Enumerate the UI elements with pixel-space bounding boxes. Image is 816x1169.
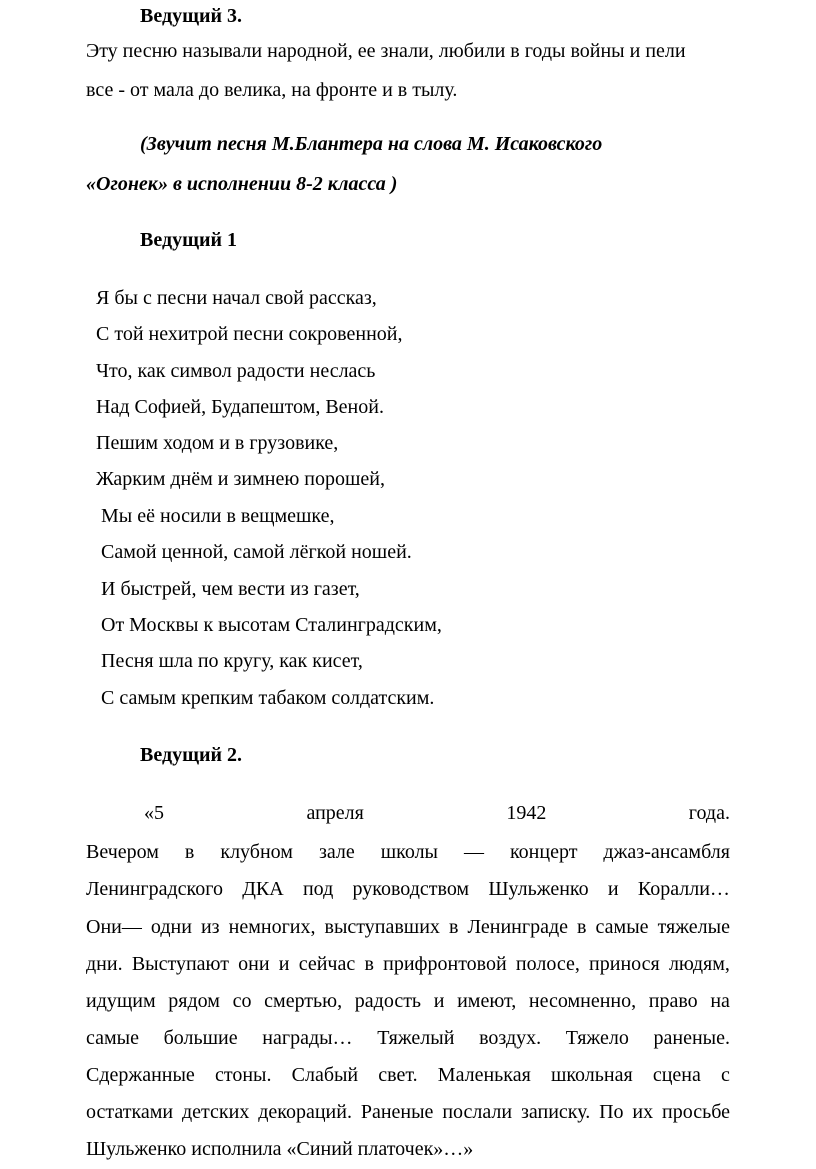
prose-line [86,989,730,1013]
prose-word: школьная [550,1064,633,1086]
prose-word: под [302,878,334,900]
prose-word: сцена [652,1064,701,1086]
prose-word: руководством [352,878,470,900]
poem-line: Песня шла по кругу, как кисет, [101,650,363,672]
prose-word: награды… [262,1027,353,1049]
poem-line: Я бы с песни начал свой рассказ, [96,287,377,309]
prose-word: Тяжелый [377,1027,455,1049]
prose-word: апреля [306,802,364,824]
prose-word: принося [589,953,660,975]
prose-line [86,915,730,939]
prose-word: Раненые [360,1101,434,1123]
poem-line: И быстрей, чем вести из газет, [101,578,360,600]
prose-word: свет. [378,1064,418,1086]
prose-word: клубном [220,841,293,863]
prose-word: и [433,990,445,1012]
prose-word: Ленинграде [467,916,568,938]
prose-word: По [599,1101,624,1123]
prose-word: Вечером [86,841,159,863]
prose-word: «5 [144,802,164,824]
prose-word: на [710,990,730,1012]
speaker-heading-3: Ведущий 3. [140,5,243,27]
prose-word: Слабый [291,1064,359,1086]
prose-line [86,952,730,976]
poem-line: С той нехитрой песни сокровенной, [96,323,403,345]
prose-word: со [232,990,252,1012]
prose-word: с [721,1064,730,1086]
poem-line: Пешим ходом и в грузовике, [96,432,339,454]
prose-word: в [577,916,587,938]
poem-line: От Москвы к высотам Сталинградским, [101,614,442,636]
prose-word: право [648,990,698,1012]
prose-word: несомненно, [528,990,637,1012]
prose-word: Тяжело [565,1027,629,1049]
prose-word: идущим [86,990,156,1012]
prose-word: в [448,916,459,938]
prose-word: школы [380,841,438,863]
poem-line: Над Софией, Будапештом, Веной. [96,396,384,418]
prose-word: одни [150,916,192,938]
poem-line: Жарким днём и зимнею порошей, [96,468,385,490]
prose-word: и [278,953,290,975]
prose-word: джаз-ансамбля [603,841,730,863]
prose-word: сейчас [298,953,356,975]
prose-word: Ленинградского [86,878,223,900]
poem-line: Мы её носили в вещмешке, [101,505,335,527]
poem-line: Самой ценной, самой лёгкой ношей. [101,541,412,563]
prose-word: Они— [86,916,142,938]
poem-line: С самым крепким табаком солдатским. [101,687,435,709]
prose-last-line: Шульженко исполнила «Синий платочек»…» [86,1138,474,1160]
prose-word: из [200,916,220,938]
prose-word: 1942 [506,802,547,824]
prose-line [86,1100,730,1124]
prose-line [86,877,730,901]
prose-line [144,801,730,825]
stage-direction-line-1: (Звучит песня М.Блантера на слова М. Исаковского [140,133,603,155]
prose-word: раненые. [653,1027,730,1049]
prose-word: тяжелые [657,916,730,938]
prose-word: дни. [86,953,123,975]
prose-word: в [184,841,195,863]
prose-word: года. [688,802,730,824]
stage-direction-line-2: «Огонек» в исполнении 8-2 класса ) [86,173,398,195]
intro-line-2: все - от мала до велика, на фронте и в тылу. [86,79,458,101]
prose-word: радость [354,990,422,1012]
prose-word: Коралли… [637,878,730,900]
prose-word: записку. [520,1101,591,1123]
prose-word: Сдержанные [86,1064,195,1086]
prose-word: декораций. [258,1101,352,1123]
prose-word: самые [86,1027,139,1049]
prose-word: выступавших [324,916,440,938]
prose-word: стоны. [214,1064,272,1086]
prose-word: детских [181,1101,250,1123]
prose-word: остатками [86,1101,174,1123]
prose-word: людям, [668,953,730,975]
prose-word: — [463,841,484,863]
prose-word: зале [318,841,355,863]
prose-word: послали [442,1101,513,1123]
poem-line: Что, как символ радости неслась [96,360,376,382]
prose-word: большие [163,1027,238,1049]
intro-line-1: Эту песню называли народной, ее знали, любили в годы войны и пели [86,40,686,62]
prose-word: рядом [168,990,220,1012]
prose-word: немногих, [228,916,316,938]
prose-word: воздух. [479,1027,542,1049]
prose-word: прифронтовой [383,953,507,975]
prose-word: просьбе [662,1101,730,1123]
prose-line [86,840,730,864]
prose-word: Маленькая [437,1064,531,1086]
prose-word: самые [595,916,649,938]
prose-word: Шульженко [488,878,589,900]
prose-word: ДКА [242,878,284,900]
prose-word: концерт [509,841,578,863]
prose-line [86,1063,730,1087]
prose-line [86,1026,730,1050]
prose-word: полосе, [515,953,580,975]
prose-word: в [364,953,374,975]
speaker-heading-2: Ведущий 2. [140,744,243,766]
prose-word: смертью, [264,990,343,1012]
prose-word: их [632,1101,654,1123]
prose-word: Выступают [131,953,229,975]
prose-word: и [607,878,619,900]
prose-word: имеют, [457,990,517,1012]
prose-word: они [238,953,270,975]
speaker-heading-1: Ведущий 1 [140,229,238,251]
